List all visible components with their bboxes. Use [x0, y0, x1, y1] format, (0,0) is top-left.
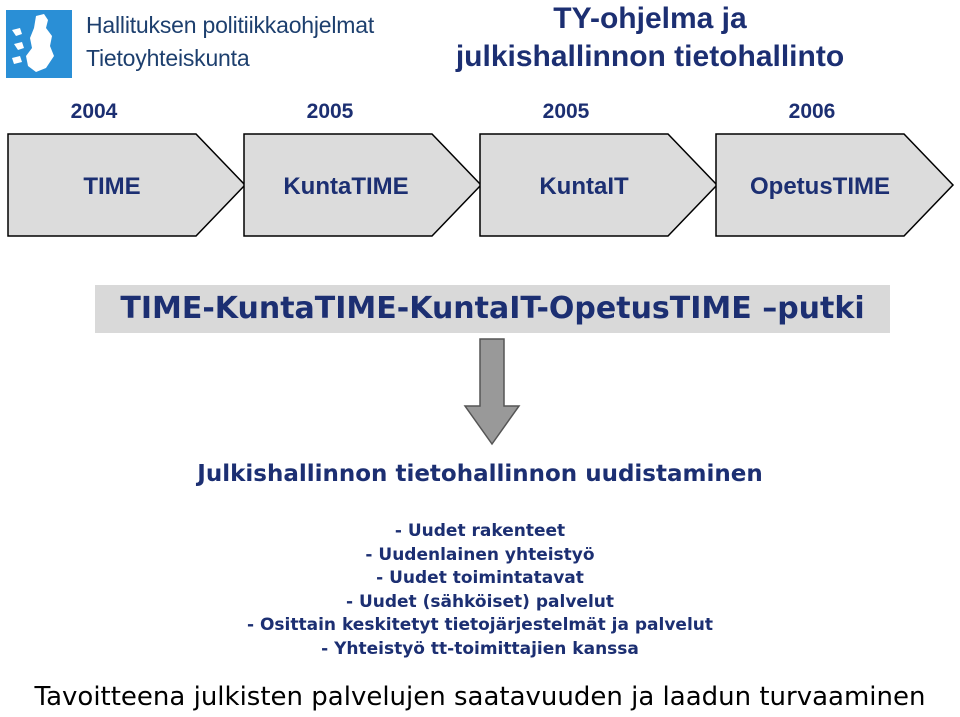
pipeline-banner: TIME-KuntaTIME-KuntaIT-OpetusTIME –putki [95, 285, 890, 333]
timeline-year-3: 2005 [542, 100, 590, 123]
chevron-label-opetustime: OpetusTIME [749, 173, 891, 200]
chevron-label-time: TIME [83, 173, 141, 200]
finland-map-logo-icon [6, 10, 72, 78]
logo-text-line1: Hallituksen politiikkaohjelmat [86, 12, 375, 38]
timeline-year-2: 2005 [306, 100, 354, 123]
bullet-item: - Uudet (sähköiset) palvelut [345, 591, 615, 612]
bullet-item: - Uudenlainen yhteistyö [365, 544, 595, 565]
title-line1: TY-ohjelma ja [553, 2, 747, 35]
timeline-chevrons [0, 130, 960, 240]
bullet-item: - Uudet rakenteet [394, 521, 566, 541]
footer-goal: Tavoitteena julkisten palvelujen saatavuuden ja laadun turvaaminen [34, 682, 926, 712]
slide-title [400, 0, 900, 76]
timeline-year-1: 2004 [70, 100, 118, 123]
chevron-label-kuntatime: KuntaTIME [283, 173, 409, 200]
chevron-label-kuntait: KuntaIT [539, 173, 629, 200]
bullet-item: - Uudet toimintatavat [376, 568, 584, 588]
logo [6, 10, 375, 80]
title-line2: julkishallinnon tietohallinto [455, 40, 845, 73]
down-arrow-icon [462, 338, 522, 448]
bullet-item: - Yhteistyö tt-toimittajien kanssa [321, 638, 639, 659]
bullet-item: - Osittain keskitetyt tietojärjestelmät ja palvelut [247, 615, 713, 635]
bullet-list [0, 520, 960, 661]
logo-text-line2: Tietoyhteiskunta [86, 45, 250, 71]
section-subtitle: Julkishallinnon tietohallinnon uudistaminen [197, 461, 763, 487]
timeline-year-4: 2006 [788, 100, 836, 123]
